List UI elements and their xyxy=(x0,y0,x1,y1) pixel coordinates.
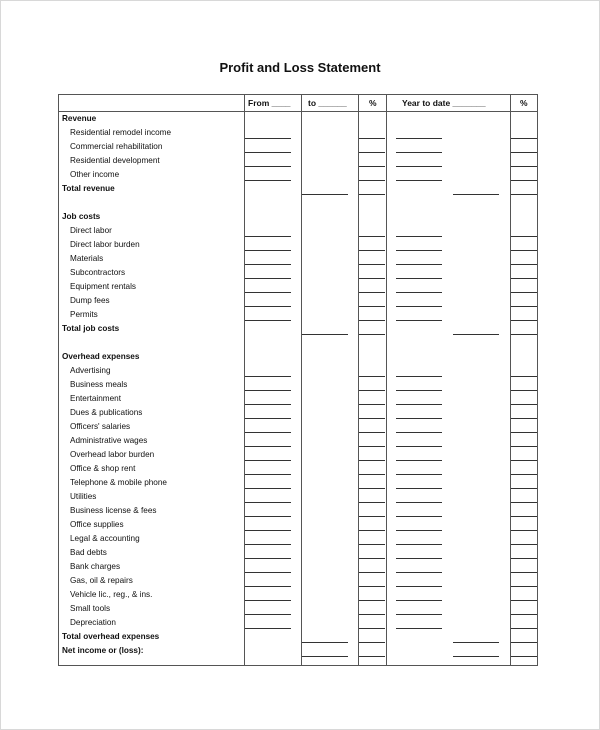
amount-blank[interactable] xyxy=(396,586,442,587)
amount-blank[interactable] xyxy=(396,474,442,475)
section-heading-row xyxy=(59,351,537,365)
line-item-row xyxy=(59,519,537,533)
line-item-label: Utilities xyxy=(70,492,97,501)
col-header-to[interactable]: to ______ xyxy=(308,98,347,108)
amount-blank[interactable] xyxy=(245,432,291,433)
amount-blank[interactable] xyxy=(511,460,537,461)
amount-blank[interactable] xyxy=(359,628,385,629)
amount-blank[interactable] xyxy=(359,460,385,461)
amount-blank[interactable] xyxy=(511,418,537,419)
amount-blank[interactable] xyxy=(302,656,348,657)
amount-blank[interactable] xyxy=(359,236,385,237)
section-heading-row xyxy=(59,113,537,127)
amount-blank[interactable] xyxy=(359,572,385,573)
line-item-row xyxy=(59,155,537,169)
amount-blank[interactable] xyxy=(245,460,291,461)
line-item-label: Bad debts xyxy=(70,548,107,557)
amount-blank[interactable] xyxy=(396,264,442,265)
section-heading-row xyxy=(59,211,537,225)
amount-blank[interactable] xyxy=(511,250,537,251)
col-header-ytd[interactable]: Year to date _______ xyxy=(402,98,486,108)
amount-blank[interactable] xyxy=(245,516,291,517)
amount-blank[interactable] xyxy=(245,614,291,615)
amount-blank[interactable] xyxy=(359,530,385,531)
amount-blank[interactable] xyxy=(396,432,442,433)
amount-blank[interactable] xyxy=(396,152,442,153)
amount-blank[interactable] xyxy=(359,446,385,447)
amount-blank[interactable] xyxy=(245,418,291,419)
line-item-row xyxy=(59,463,537,477)
amount-blank[interactable] xyxy=(245,376,291,377)
line-item-row xyxy=(59,281,537,295)
amount-blank[interactable] xyxy=(396,236,442,237)
amount-blank[interactable] xyxy=(511,656,537,657)
line-item-row xyxy=(59,197,537,211)
line-item-label: Commercial rehabilitation xyxy=(70,142,163,151)
section-heading: Job costs xyxy=(62,212,101,221)
line-item-row xyxy=(59,141,537,155)
amount-blank[interactable] xyxy=(396,138,442,139)
line-item-label: Gas, oil & repairs xyxy=(70,576,133,585)
amount-blank[interactable] xyxy=(245,404,291,405)
total-label: Total overhead expenses xyxy=(62,632,160,641)
amount-blank[interactable] xyxy=(396,558,442,559)
line-item-label: Business meals xyxy=(70,380,128,389)
amount-blank[interactable] xyxy=(511,390,537,391)
amount-blank[interactable] xyxy=(511,446,537,447)
line-item-label: Direct labor xyxy=(70,226,112,235)
pl-form xyxy=(58,94,538,666)
amount-blank[interactable] xyxy=(359,516,385,517)
amount-blank[interactable] xyxy=(245,152,291,153)
amount-blank[interactable] xyxy=(245,292,291,293)
amount-blank[interactable] xyxy=(511,194,537,195)
line-item-label: Equipment rentals xyxy=(70,282,136,291)
amount-blank[interactable] xyxy=(453,642,499,643)
line-item-row xyxy=(59,435,537,449)
amount-blank[interactable] xyxy=(302,334,348,335)
amount-blank[interactable] xyxy=(245,306,291,307)
amount-blank[interactable] xyxy=(396,502,442,503)
line-item-row xyxy=(59,477,537,491)
amount-blank[interactable] xyxy=(511,488,537,489)
amount-blank[interactable] xyxy=(359,432,385,433)
amount-blank[interactable] xyxy=(511,586,537,587)
amount-blank[interactable] xyxy=(511,166,537,167)
amount-blank[interactable] xyxy=(245,320,291,321)
line-item-row xyxy=(59,617,537,631)
document-title: Profit and Loss Statement xyxy=(219,60,381,75)
amount-blank[interactable] xyxy=(245,474,291,475)
amount-blank[interactable] xyxy=(359,600,385,601)
line-item-row xyxy=(59,407,537,421)
amount-blank[interactable] xyxy=(396,516,442,517)
line-item-label: Subcontractors xyxy=(70,268,126,277)
amount-blank[interactable] xyxy=(396,320,442,321)
amount-blank[interactable] xyxy=(396,404,442,405)
line-item-label: Permits xyxy=(70,310,98,319)
amount-blank[interactable] xyxy=(511,558,537,559)
amount-blank[interactable] xyxy=(359,376,385,377)
amount-blank[interactable] xyxy=(511,278,537,279)
line-item-label: Bank charges xyxy=(70,562,121,571)
total-label: Net income or (loss): xyxy=(62,646,144,655)
total-row xyxy=(59,645,537,659)
amount-blank[interactable] xyxy=(396,418,442,419)
line-item-row xyxy=(59,253,537,267)
amount-blank[interactable] xyxy=(359,404,385,405)
line-item-row xyxy=(59,365,537,379)
line-item-label: Materials xyxy=(70,254,104,263)
line-item-row xyxy=(59,575,537,589)
amount-blank[interactable] xyxy=(359,558,385,559)
amount-blank[interactable] xyxy=(396,166,442,167)
amount-blank[interactable] xyxy=(359,180,385,181)
line-item-row xyxy=(59,533,537,547)
amount-blank[interactable] xyxy=(511,404,537,405)
amount-blank[interactable] xyxy=(359,614,385,615)
line-item-row xyxy=(59,337,537,351)
amount-blank[interactable] xyxy=(396,614,442,615)
amount-blank[interactable] xyxy=(245,278,291,279)
amount-blank[interactable] xyxy=(359,488,385,489)
amount-blank[interactable] xyxy=(359,306,385,307)
amount-blank[interactable] xyxy=(359,194,385,195)
line-item-label: Direct labor burden xyxy=(70,240,140,249)
line-item-label: Small tools xyxy=(70,604,111,613)
line-item-label: Telephone & mobile phone xyxy=(70,478,167,487)
amount-blank[interactable] xyxy=(245,250,291,251)
line-item-row xyxy=(59,603,537,617)
amount-blank[interactable] xyxy=(245,572,291,573)
line-item-label: Other income xyxy=(70,170,120,179)
amount-blank[interactable] xyxy=(245,180,291,181)
amount-blank[interactable] xyxy=(396,180,442,181)
amount-blank[interactable] xyxy=(359,320,385,321)
line-item-label: Administrative wages xyxy=(70,436,148,445)
amount-blank[interactable] xyxy=(511,642,537,643)
amount-blank[interactable] xyxy=(245,446,291,447)
line-item-row xyxy=(59,393,537,407)
line-item-row xyxy=(59,561,537,575)
amount-blank[interactable] xyxy=(396,530,442,531)
total-label: Total revenue xyxy=(62,184,115,193)
amount-blank[interactable] xyxy=(359,586,385,587)
section-heading: Revenue xyxy=(62,114,97,123)
amount-blank[interactable] xyxy=(511,138,537,139)
amount-blank[interactable] xyxy=(245,488,291,489)
amount-blank[interactable] xyxy=(511,152,537,153)
amount-blank[interactable] xyxy=(359,474,385,475)
line-item-label: Office supplies xyxy=(70,520,124,529)
line-item-label: Office & shop rent xyxy=(70,464,136,473)
column-header-row xyxy=(59,95,537,112)
amount-blank[interactable] xyxy=(245,628,291,629)
amount-blank[interactable] xyxy=(396,628,442,629)
amount-blank[interactable] xyxy=(359,656,385,657)
amount-blank[interactable] xyxy=(511,264,537,265)
amount-blank[interactable] xyxy=(359,166,385,167)
total-row xyxy=(59,323,537,337)
line-item-row xyxy=(59,309,537,323)
amount-blank[interactable] xyxy=(359,544,385,545)
line-item-row xyxy=(59,491,537,505)
total-label: Total job costs xyxy=(62,324,120,333)
amount-blank[interactable] xyxy=(245,390,291,391)
amount-blank[interactable] xyxy=(511,544,537,545)
line-item-row xyxy=(59,127,537,141)
line-item-label: Advertising xyxy=(70,366,111,375)
amount-blank[interactable] xyxy=(511,292,537,293)
amount-blank[interactable] xyxy=(453,656,499,657)
amount-blank[interactable] xyxy=(453,194,499,195)
total-row xyxy=(59,183,537,197)
line-item-row xyxy=(59,379,537,393)
amount-blank[interactable] xyxy=(245,264,291,265)
amount-blank[interactable] xyxy=(511,600,537,601)
amount-blank[interactable] xyxy=(359,642,385,643)
line-item-label: Legal & accounting xyxy=(70,534,140,543)
amount-blank[interactable] xyxy=(245,138,291,139)
amount-blank[interactable] xyxy=(511,376,537,377)
amount-blank[interactable] xyxy=(359,278,385,279)
line-item-row xyxy=(59,225,537,239)
line-item-label: Residential remodel income xyxy=(70,128,172,137)
col-header-pct: % xyxy=(369,98,377,108)
amount-blank[interactable] xyxy=(359,264,385,265)
amount-blank[interactable] xyxy=(359,334,385,335)
amount-blank[interactable] xyxy=(359,250,385,251)
amount-blank[interactable] xyxy=(396,488,442,489)
line-item-row xyxy=(59,449,537,463)
line-item-row xyxy=(59,547,537,561)
amount-blank[interactable] xyxy=(511,530,537,531)
line-item-row xyxy=(59,169,537,183)
amount-blank[interactable] xyxy=(245,600,291,601)
amount-blank[interactable] xyxy=(396,390,442,391)
amount-blank[interactable] xyxy=(359,390,385,391)
line-item-row xyxy=(59,239,537,253)
line-item-label: Dues & publications xyxy=(70,408,143,417)
amount-blank[interactable] xyxy=(245,166,291,167)
amount-blank[interactable] xyxy=(396,600,442,601)
amount-blank[interactable] xyxy=(245,236,291,237)
amount-blank[interactable] xyxy=(511,236,537,237)
amount-blank[interactable] xyxy=(511,320,537,321)
total-row xyxy=(59,631,537,645)
amount-blank[interactable] xyxy=(396,278,442,279)
amount-blank[interactable] xyxy=(245,544,291,545)
amount-blank[interactable] xyxy=(396,572,442,573)
section-heading: Overhead expenses xyxy=(62,352,140,361)
amount-blank[interactable] xyxy=(511,432,537,433)
statement-rows xyxy=(59,113,537,659)
amount-blank[interactable] xyxy=(302,194,348,195)
amount-blank[interactable] xyxy=(511,502,537,503)
amount-blank[interactable] xyxy=(359,418,385,419)
amount-blank[interactable] xyxy=(511,516,537,517)
amount-blank[interactable] xyxy=(511,306,537,307)
amount-blank[interactable] xyxy=(511,180,537,181)
line-item-row xyxy=(59,589,537,603)
amount-blank[interactable] xyxy=(396,250,442,251)
line-item-label: Officers' salaries xyxy=(70,422,131,431)
amount-blank[interactable] xyxy=(511,628,537,629)
line-item-label: Vehicle lic., reg., & ins. xyxy=(70,590,153,599)
line-item-label: Business license & fees xyxy=(70,506,157,515)
amount-blank[interactable] xyxy=(396,460,442,461)
amount-blank[interactable] xyxy=(396,446,442,447)
amount-blank[interactable] xyxy=(245,502,291,503)
line-item-label: Entertainment xyxy=(70,394,121,403)
amount-blank[interactable] xyxy=(453,334,499,335)
col-header-pct2: % xyxy=(520,98,528,108)
amount-blank[interactable] xyxy=(396,544,442,545)
amount-blank[interactable] xyxy=(245,558,291,559)
line-item-row xyxy=(59,295,537,309)
col-header-from[interactable]: From ____ xyxy=(248,98,291,108)
line-item-row xyxy=(59,267,537,281)
line-item-label: Depreciation xyxy=(70,618,116,627)
amount-blank[interactable] xyxy=(359,152,385,153)
amount-blank[interactable] xyxy=(396,376,442,377)
line-item-label: Overhead labor burden xyxy=(70,450,155,459)
amount-blank[interactable] xyxy=(396,306,442,307)
line-item-label: Dump fees xyxy=(70,296,110,305)
amount-blank[interactable] xyxy=(302,642,348,643)
line-item-row xyxy=(59,505,537,519)
amount-blank[interactable] xyxy=(359,292,385,293)
amount-blank[interactable] xyxy=(245,530,291,531)
amount-blank[interactable] xyxy=(359,502,385,503)
amount-blank[interactable] xyxy=(511,572,537,573)
line-item-label: Residential development xyxy=(70,156,160,165)
amount-blank[interactable] xyxy=(511,614,537,615)
amount-blank[interactable] xyxy=(511,334,537,335)
amount-blank[interactable] xyxy=(359,138,385,139)
amount-blank[interactable] xyxy=(396,292,442,293)
line-item-row xyxy=(59,421,537,435)
amount-blank[interactable] xyxy=(511,474,537,475)
amount-blank[interactable] xyxy=(245,586,291,587)
